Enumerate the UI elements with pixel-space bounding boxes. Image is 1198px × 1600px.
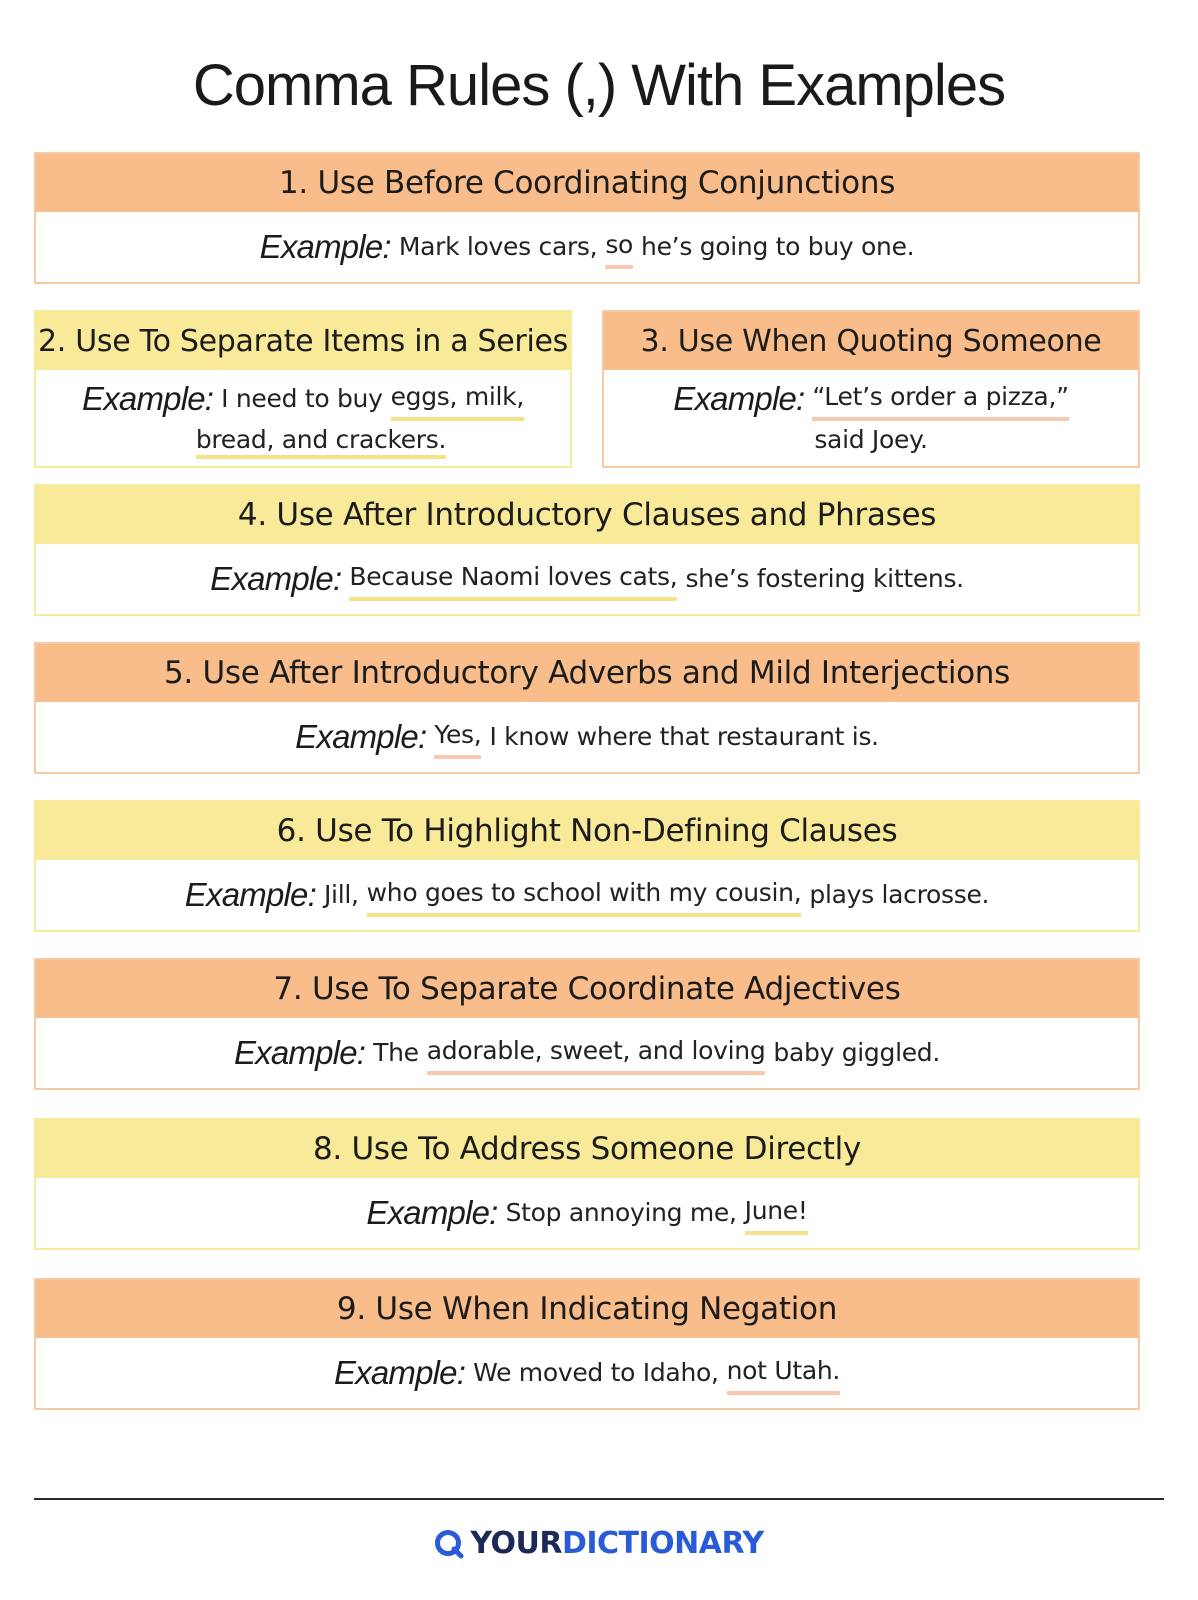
example-label: Example: [673,380,805,417]
highlighted-text: Yes, [434,716,481,759]
footer-divider [34,1498,1164,1500]
rule-heading: 8. Use To Address Someone Directly [36,1120,1138,1178]
rule-card-9 [34,1278,1140,1410]
rule-card-6 [34,800,1140,932]
highlighted-text: Because Naomi loves cats, [349,558,677,601]
logo-text-dictionary: DICTIONARY [561,1526,764,1561]
yourdictionary-logo[interactable] [0,1526,1198,1561]
rule-example [36,1338,1138,1408]
highlighted-text: “Let’s order a pizza,” [812,378,1068,421]
example-text: I know where that restaurant is. [489,722,879,751]
rule-example [36,212,1138,282]
rule-card-3 [602,310,1140,468]
rule-heading: 3. Use When Quoting Someone [604,312,1138,370]
page-title: Comma Rules (,) With Examples [192,53,1006,118]
example-label: Example: [259,228,391,265]
rule-example [36,1018,1138,1088]
example-label: Example: [82,380,214,417]
example-text: I need to buy [221,384,383,413]
rule-heading: 7. Use To Separate Coordinate Adjectives [36,960,1138,1018]
example-text: Stop annoying me, [505,1198,737,1227]
example-text: Mark loves cars, [398,232,598,261]
example-text: The [373,1038,419,1067]
rule-example [36,370,570,466]
rule-example [36,544,1138,614]
rule-card-8 [34,1118,1140,1250]
example-label: Example: [233,1034,366,1071]
rule-card-5 [34,642,1140,774]
example-text: she’s fostering kittens. [685,564,964,593]
example-label: Example: [366,1194,498,1231]
rule-heading: 4. Use After Introductory Clauses and Phrases [36,486,1138,544]
rule-card-7 [34,958,1140,1090]
highlighted-text: adorable, sweet, and loving [427,1032,766,1075]
highlighted-text: eggs, milk, [391,378,524,421]
example-label: Example: [210,560,342,597]
rule-heading: 6. Use To Highlight Non-Defining Clauses [36,802,1138,860]
example-text: plays lacrosse. [809,880,990,909]
rule-example [604,370,1138,466]
rule-example [36,1178,1138,1248]
logo-text-your: YOUR [470,1526,562,1561]
rule-card-4 [34,484,1140,616]
rule-example [36,860,1138,930]
rule-heading: 9. Use When Indicating Negation [36,1280,1138,1338]
highlighted-text: bread, and crackers. [196,425,446,459]
highlighted-text: who goes to school with my cousin, [367,874,802,917]
highlighted-text: June! [745,1192,808,1235]
highlighted-text: so [605,226,633,269]
rule-heading: 5. Use After Introductory Adverbs and Mild Interjections [36,644,1138,702]
example-text: said Joey. [814,424,928,454]
rule-heading: 2. Use To Separate Items in a Series [36,312,570,370]
example-text: baby giggled. [773,1038,941,1067]
rule-heading: 1. Use Before Coordinating Conjunctions [36,154,1138,212]
example-text: Jill, [323,880,359,909]
rule-example [36,702,1138,772]
example-label: Example: [333,1354,466,1391]
magnifier-q-icon [434,1529,464,1559]
example-text: We moved to Idaho, [473,1358,719,1387]
highlighted-text: not Utah. [727,1352,840,1395]
example-text: he’s going to buy one. [641,232,915,261]
rule-card-1 [34,152,1140,284]
example-label: Example: [184,876,316,913]
example-label: Example: [295,718,427,755]
rule-card-2 [34,310,572,468]
